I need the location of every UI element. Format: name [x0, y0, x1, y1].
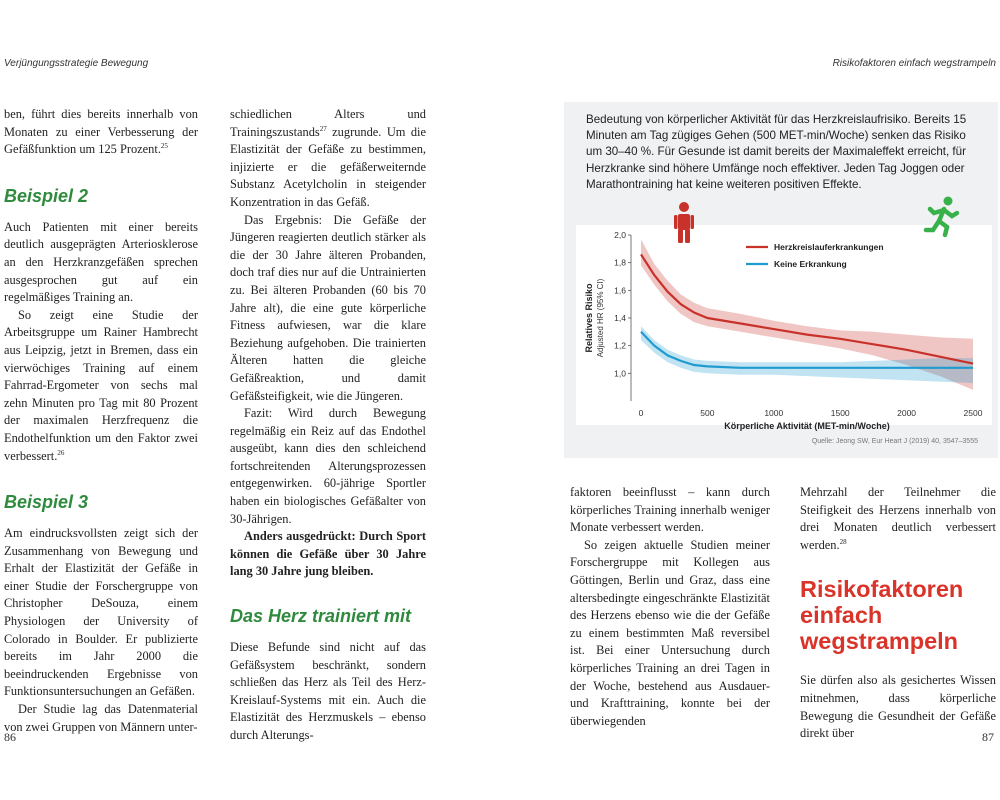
legend-label: Herzkreislauferkrankungen	[774, 242, 884, 252]
chart-source: Quelle: Jeong SW, Eur Heart J (2019) 40, 3547–3555	[811, 438, 978, 445]
y-tick-label: 1,8	[614, 257, 626, 268]
heading-risikofaktoren: Risikofaktoren einfach wegstrampeln	[800, 576, 964, 655]
info-box-text: Bedeutung von körperlicher Aktivität für das Herzkreislaufrisiko. Bereits 15 Minuten am Tag zügiges Gehen (500 MET-min/Woche) senken das Risiko um 30–40 %. Für Gesunde ist damit bereits der Maximaleffekt erreicht, für Herzkranke sind höhere Umfänge noch effektiver. Jeden Tag Joggen oder Marathontraining hat keine weiteren positiven Effekte.	[586, 113, 967, 191]
x-tick-label: 500	[700, 408, 715, 418]
y-tick-label: 2,0	[614, 230, 626, 240]
heading-das-herz: Das Herz trainiert mit	[230, 606, 412, 627]
paragraph: Diese Befunde sind nicht auf das Gefäßsystem beschränkt, sondern schließen das Herz als Teil des Herz-Kreislauf-Systems mit ein. Auch die Elastizität des Herzmuskels – ebenso durch Alterungs-	[230, 640, 426, 742]
y-axis-label: Relatives Risiko	[584, 283, 594, 353]
column-4	[800, 484, 996, 743]
y-tick-label: 1,4	[614, 313, 626, 323]
x-tick-label: 1500	[830, 408, 850, 418]
paragraph: So zeigt eine Studie der Arbeitsgruppe um Rainer Hambrecht aus Leipzig, jetzt in Bremen, dass ein vierwöchiges Training auf einem Fahrrad-Ergometer von sechs mal zehn Minuten pro Tag mit 80 Prozent der maximalen Herzfrequenz die Endothelfunktion um den Faktor zwei verbessert.$^{26}$	[4, 307, 198, 463]
paragraph: faktoren beeinflusst – kann durch körperliches Training innerhalb weniger Monate verbessert werden.	[570, 485, 770, 535]
paragraph: So zeigen aktuelle Studien meiner Forschergruppe mit Kollegen aus Göttingen, Berlin und Graz, dass eine altersbedingte eingeschränkte Elastizität des Herzens ebenso wie die der Gefäße zu einem bestimmten Maß reversibel ist. Bei einer Untersuchung durch körperliches Training an drei Tagen in der Woche, bestehend aus Ausdauer- und Krafttraining, konnte bei der überwiegenden	[570, 537, 770, 728]
paragraph: schiedlichen Alters und Trainingszustands$^{27}$ zugrunde. Um die Elastizität der Gefäße zu bestimmen, injizierte er die gefäßerweiternde Substanz Acetylcholin in steigender Konzentration in das Gefäß.	[230, 107, 426, 209]
heading-beispiel-3: Beispiel 3	[4, 492, 89, 513]
paragraph: Fazit: Wird durch Bewegung regelmäßig ein Reiz auf das Endothel ausgeübt, kann dies den schleichend fortschreitenden Alterungsprozessen entgegenwirken. 60-jährige Sportler haben ein biologisches Gefäßalter von 30-Jährigen.	[230, 406, 426, 526]
page-number-right: 87	[982, 730, 994, 744]
x-tick-label: 2500	[963, 408, 983, 418]
risk-chart	[564, 195, 998, 458]
page-number-left: 86	[4, 730, 16, 744]
y-tick-label: 1,6	[614, 285, 626, 296]
x-tick-label: 1000	[764, 408, 784, 418]
heading-beispiel-2: Beispiel 2	[4, 185, 89, 206]
paragraph: Auch Patienten mit einer bereits deutlich ausgeprägten Arteriosklerose an den Herzkranzgefäßen sprechen ausgesprochen gut auf ein regelmäßiges Training an.	[4, 219, 198, 305]
y-tick-label: 1,2	[614, 340, 626, 351]
x-tick-label: 2000	[897, 408, 917, 418]
y-tick-label: 1,0	[614, 368, 626, 379]
column-3	[570, 484, 770, 730]
legend-label: Keine Erkrankung	[774, 259, 847, 269]
paragraph: ben, führt dies bereits innerhalb von Monaten zu einer Verbesserung der Gefäßfunktion um 125 Prozent.$^{25}$	[4, 107, 198, 157]
footnote-ref[interactable]: 28	[839, 537, 847, 546]
x-tick-label: 0	[638, 408, 644, 418]
paragraph: Mehrzahl der Teilnehmer die Steifigkeit des Herzens innerhalb von drei Monaten deutlich verbessert werden.$^{28}$	[800, 485, 996, 552]
paragraph: Sie dürfen also als gesichertes Wissen mitnehmen, dass körperliche Bewegung die Gesundheit der Gefäße direkt über	[800, 673, 996, 741]
paragraph: Am eindrucksvollsten zeigt sich der Zusammenhang von Bewegung und Erhalt der Elastizität der Gefäße in einer Studie der Forschergruppe von Christopher DeSouza, einem Physiologen der University of Colorado in Boulder. Er publizierte bereits im Jahr 2000 die beeindruckenden Ergebnisse von Funktionsuntersuchungen an Gefäßen.	[4, 526, 198, 699]
footnote-ref[interactable]: 27	[319, 124, 327, 133]
y-axis-sublabel: Adjusted HR (95% CI)	[596, 278, 605, 358]
running-head-left: Verjüngungsstrategie Bewegung	[4, 58, 149, 69]
column-2	[230, 106, 426, 745]
paragraph: Das Ergebnis: Die Gefäße der Jüngeren reagierten deutlich stärker als die der 30 Jahre älteren Probanden, doch traf dies nur auf die Untrainierten zu. Bei älteren Probanden (60 bis 70 Jahre alt), die eine gute körperliche Fitness aufwiesen, war die klare Beziehung aufgehoben. Die trainierten Älteren hatten die gleiche Gefäßreaktion, und damit Gefäßsteifigkeit, wie die Jüngeren.	[230, 212, 426, 403]
running-head-right: Risikofaktoren einfach wegstrampeln	[832, 58, 996, 69]
footnote-ref[interactable]: 26	[57, 448, 65, 457]
footnote-ref[interactable]: 25	[160, 142, 168, 151]
column-1	[4, 106, 198, 736]
paragraph: Der Studie lag das Datenmaterial von zwei Gruppen von Männern unter-	[4, 702, 198, 734]
paragraph-bold: Anders ausgedrückt: Durch Sport können die Gefäße über 30 Jahre lang 30 Jahre jung bleiben.	[230, 529, 426, 579]
x-axis-label: Körperliche Aktivität (MET-min/Woche)	[724, 421, 890, 431]
